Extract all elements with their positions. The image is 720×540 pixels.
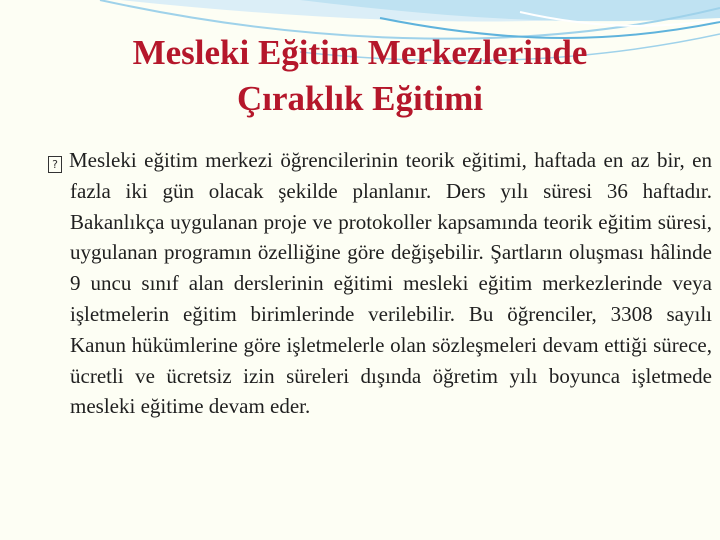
missing-glyph-box-icon: ? (48, 156, 62, 173)
slide-title (40, 30, 680, 122)
title-line-2: Çıraklık Eğitimi (237, 79, 483, 118)
paragraph-text: Mesleki eğitim merkezi öğrencilerinin teorik eğitimi, haftada en az bir, en fazla iki gün olacak şekilde planlanır. Ders yılı süresi 36 haftadır. Bakanlıkça uygulanan proje ve protokoller kapsamında teorik eğitim süresi, uygulanan programın özelliğine göre değişebilir. Şartların oluşması hâlinde 9 uncu sınıf alan derslerinin eğitimi mesleki eğitim merkezlerinde veya işletmelerin eğitim birimlerinde verilebilir. Bu öğrenciler, 3308 sayılı Kanun hükümlerine göre işletmelerle olan sözleşmeleri devam ettiği sürece, ücretli ve ücretsiz izin süreleri dışında öğretim yılı boyunca işletmede mesleki eğitime devam eder. (69, 148, 712, 419)
title-line-1: Mesleki Eğitim Merkezlerinde (132, 33, 588, 72)
body-paragraph (48, 145, 712, 422)
